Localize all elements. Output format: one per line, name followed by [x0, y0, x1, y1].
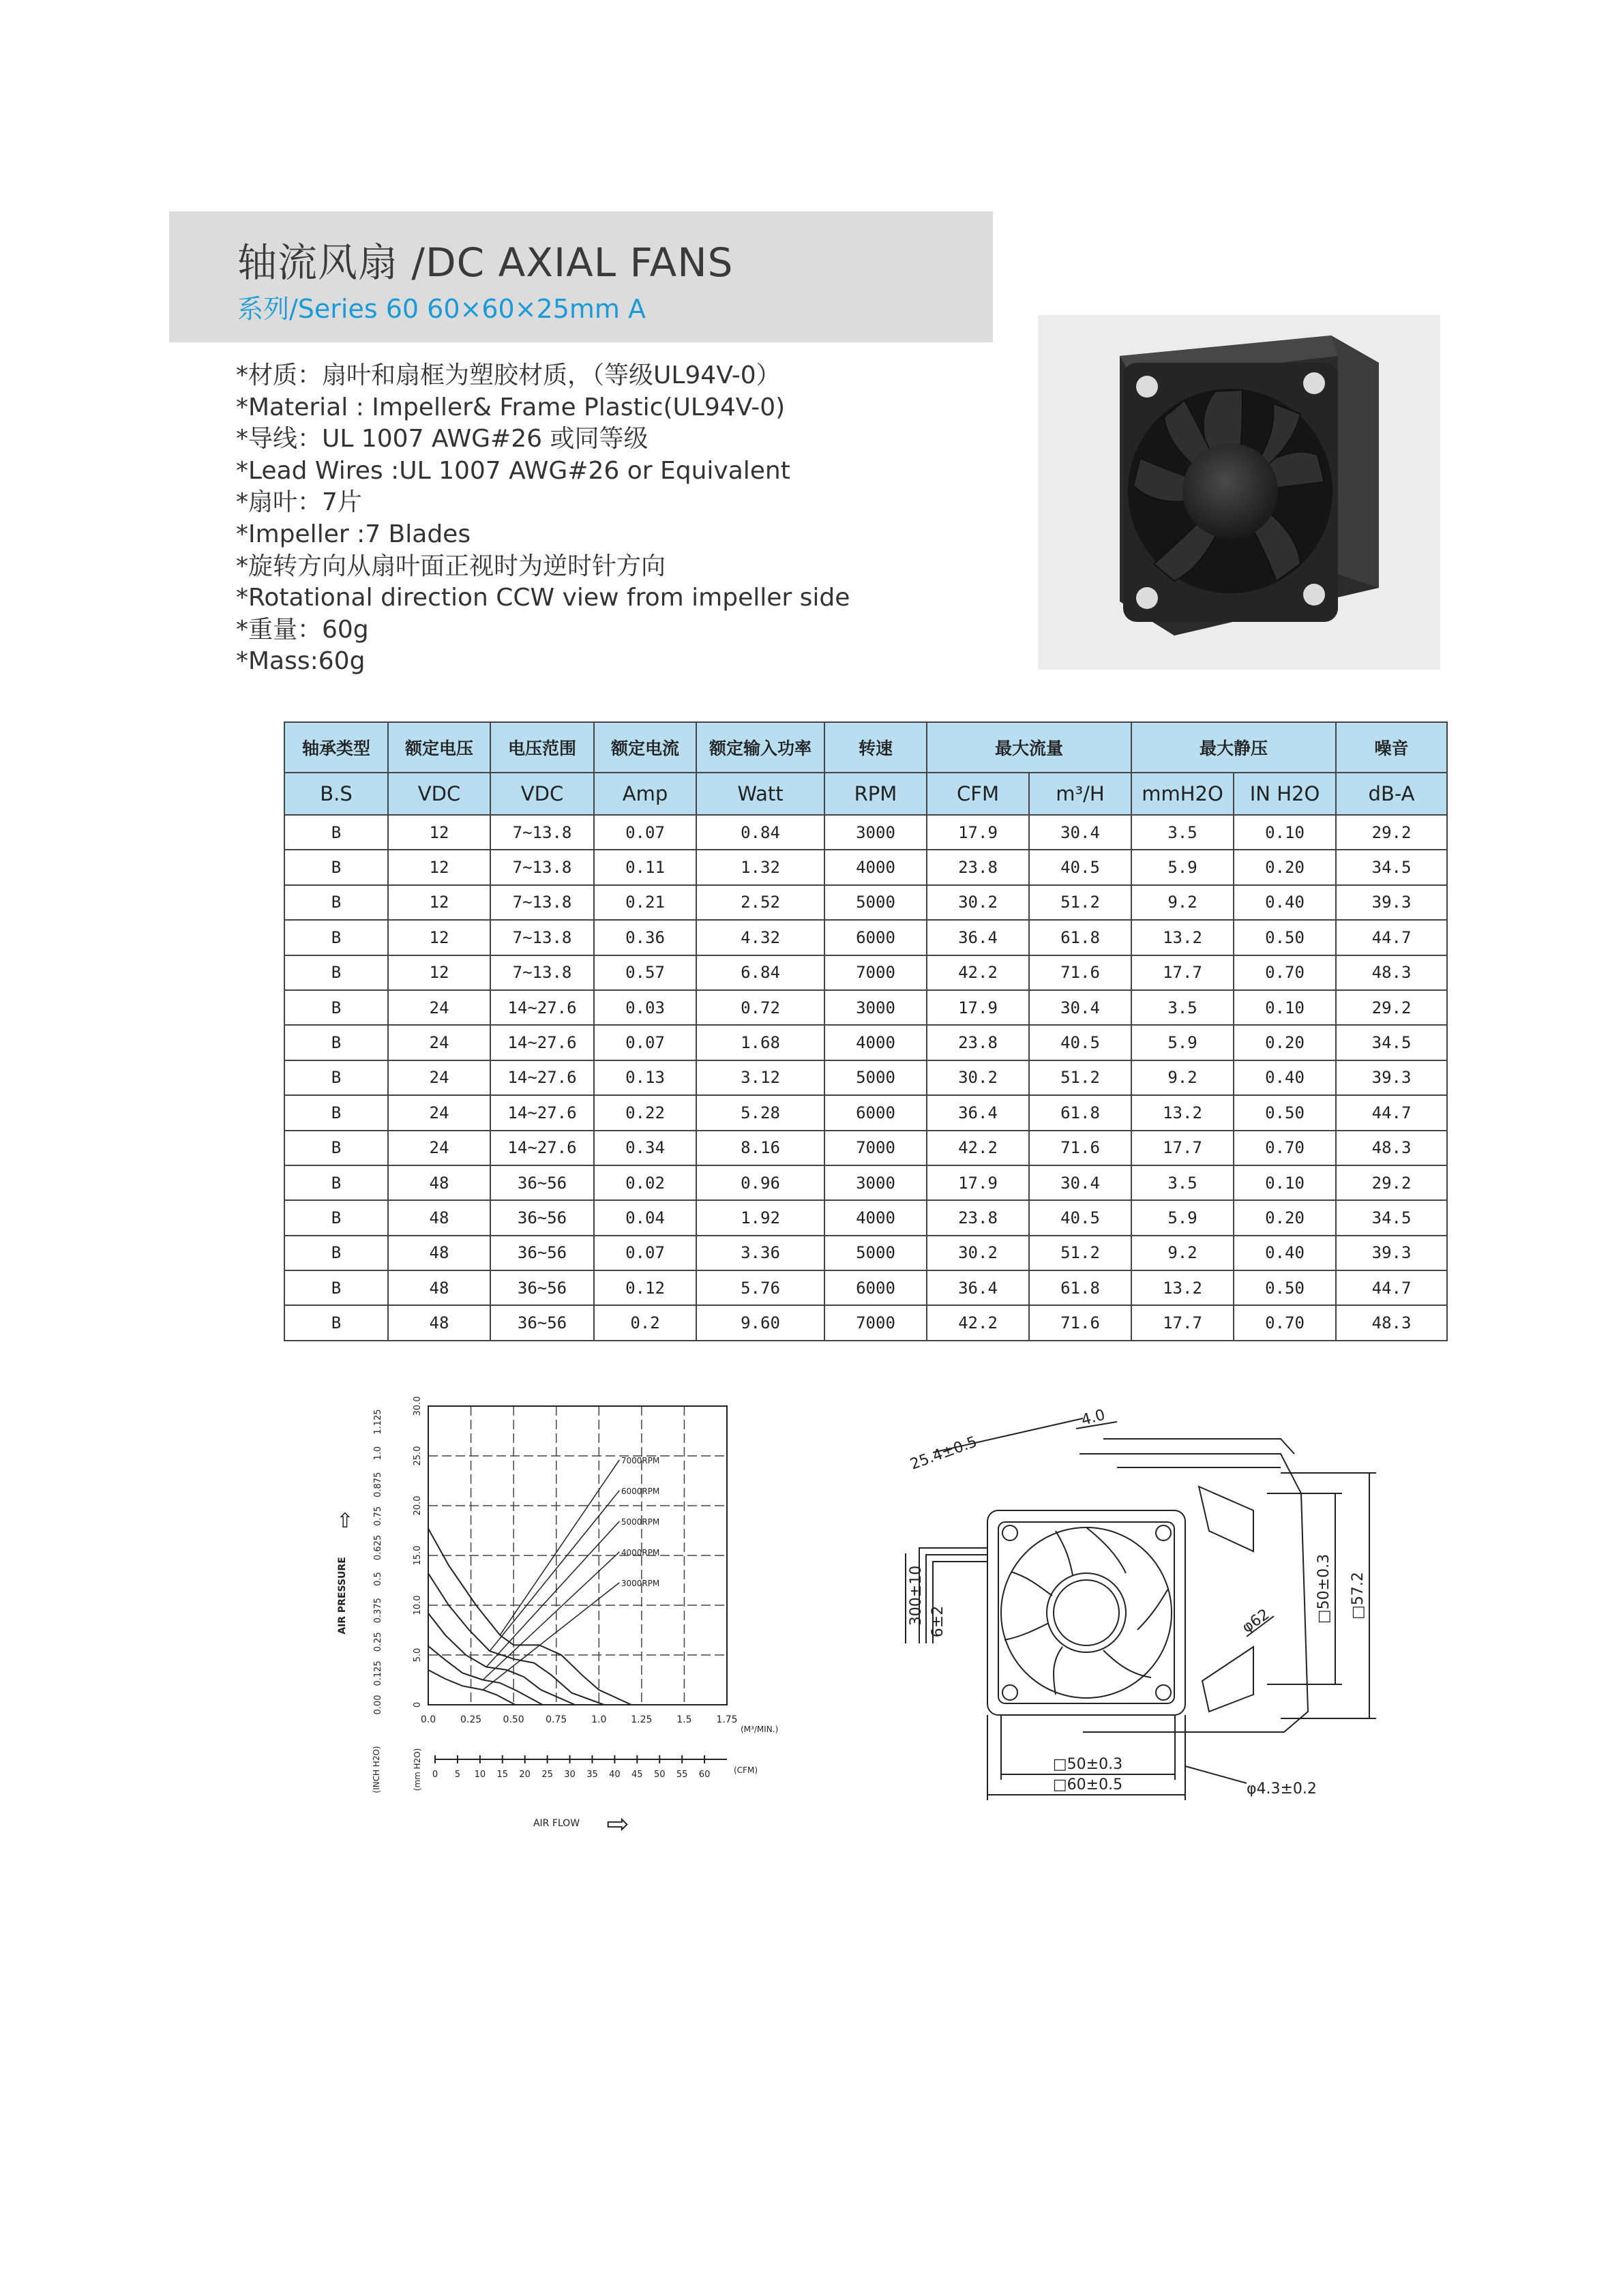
table-cell: 36~56	[490, 1165, 594, 1200]
table-cell: 34.5	[1336, 850, 1447, 884]
table-cell: B	[284, 1236, 388, 1270]
table-cell: 4.32	[696, 920, 824, 955]
table-row	[284, 990, 1447, 1025]
table-cell: 51.2	[1029, 885, 1131, 920]
table-cell: 7000	[824, 1305, 927, 1340]
unit-cfm: CFM	[927, 773, 1029, 815]
table-cell: 7~13.8	[490, 850, 594, 884]
series-label: 5000RPM	[621, 1517, 660, 1527]
table-cell: 30.4	[1029, 990, 1131, 1025]
table-row	[284, 1270, 1447, 1305]
x-m3-tick: 0.75	[546, 1714, 567, 1725]
table-cell: 4000	[824, 1200, 927, 1235]
table-cell: 40.5	[1029, 1025, 1131, 1060]
x-cfm-tick: 50	[653, 1770, 666, 1780]
table-cell: 0.84	[696, 815, 824, 850]
dim-wire-strip: 6±2	[929, 1605, 947, 1638]
table-cell: 40.5	[1029, 1200, 1131, 1235]
table-cell: 6000	[824, 1270, 927, 1305]
table-cell: 3.12	[696, 1060, 824, 1095]
header-rated-power: 额定输入功率	[696, 722, 824, 773]
spec-material-en: *Material : Impeller& Frame Plastic(UL94V-0)	[236, 393, 786, 421]
table-cell: 23.8	[927, 1200, 1029, 1235]
unit-bs: B.S	[284, 773, 388, 815]
table-cell: 0.40	[1234, 1236, 1336, 1270]
unit-dba: dB-A	[1336, 773, 1447, 815]
table-cell: 4000	[824, 850, 927, 884]
spec-mass-en: *Mass:60g	[236, 647, 366, 676]
fan-front-frame	[987, 1510, 1185, 1715]
table-cell: 9.2	[1131, 1236, 1234, 1270]
pq-chart-svg	[331, 1391, 779, 1855]
spec-mass-zh: *重量：60g	[236, 615, 369, 644]
table-cell: 14~27.6	[490, 990, 594, 1025]
table-row	[284, 1305, 1447, 1340]
dim-hole-diameter: φ4.3±0.2	[1247, 1780, 1317, 1798]
table-cell: 48	[388, 1236, 490, 1270]
spec-wires-zh: *导线：UL 1007 AWG#26 或同等级	[236, 425, 649, 453]
table-cell: 6000	[824, 920, 927, 955]
table-cell: 71.6	[1029, 1131, 1131, 1165]
spec-blades-en: *Impeller :7 Blades	[236, 520, 471, 548]
y-mm-tick: 20.0	[413, 1495, 423, 1516]
table-cell: 7~13.8	[490, 815, 594, 850]
header-voltage-range: 电压范围	[490, 722, 594, 773]
y-inch-tick: 0.5	[373, 1572, 383, 1586]
table-cell: 30.2	[927, 1236, 1029, 1270]
table-cell: B	[284, 1305, 388, 1340]
table-cell: 8.16	[696, 1131, 824, 1165]
table-cell: 14~27.6	[490, 1025, 594, 1060]
table-cell: 34.5	[1336, 1200, 1447, 1235]
table-cell: 12	[388, 920, 490, 955]
table-cell: 17.9	[927, 990, 1029, 1025]
table-cell: 42.2	[927, 1305, 1029, 1340]
x-m3-tick: 1.75	[716, 1714, 738, 1725]
table-cell: 0.20	[1234, 1025, 1336, 1060]
table-cell: 24	[388, 1131, 490, 1165]
x-cfm-tick: 25	[541, 1770, 553, 1780]
table-cell: 13.2	[1131, 1095, 1234, 1130]
fan-blade-circle	[1001, 1527, 1172, 1698]
table-cell: 36.4	[927, 920, 1029, 955]
table-cell: 7~13.8	[490, 920, 594, 955]
table-cell: 44.7	[1336, 920, 1447, 955]
spec-material-zh: *材质：扇叶和扇框为塑胶材质，（等级UL94V-0）	[236, 361, 781, 389]
dim-offset: 4.0	[1079, 1406, 1107, 1429]
table-cell: 0.96	[696, 1165, 824, 1200]
table-row	[284, 955, 1447, 990]
x-m3-tick: 1.25	[631, 1714, 653, 1725]
table-cell: 29.2	[1336, 1165, 1447, 1200]
table-row	[284, 1200, 1447, 1235]
table-cell: 0.50	[1234, 1270, 1336, 1305]
table-cell: 0.70	[1234, 1305, 1336, 1340]
dim-side-size: □57.2	[1350, 1572, 1367, 1620]
x-cfm-tick: 5	[454, 1770, 461, 1780]
y-mm-tick: 25.0	[413, 1446, 423, 1466]
table-cell: 3.5	[1131, 815, 1234, 850]
header-rated-voltage: 额定电压	[388, 722, 490, 773]
table-cell: 3000	[824, 1165, 927, 1200]
header-max-static-pressure: 最大静压	[1131, 722, 1336, 773]
table-cell: 24	[388, 1025, 490, 1060]
y-mm-tick: 10.0	[413, 1595, 423, 1615]
y-inch-tick: 0.75	[373, 1506, 383, 1526]
series-label: 7000RPM	[621, 1455, 660, 1465]
x-m3-tick: 0.0	[420, 1714, 436, 1725]
table-cell: 39.3	[1336, 1060, 1447, 1095]
table-cell: 12	[388, 955, 490, 990]
x-m3-tick: 0.50	[503, 1714, 524, 1725]
table-cell: 24	[388, 1060, 490, 1095]
table-cell: B	[284, 1270, 388, 1305]
table-cell: 1.32	[696, 850, 824, 884]
x-cfm-tick: 15	[496, 1770, 509, 1780]
table-cell: 0.34	[594, 1131, 696, 1165]
table-cell: 0.40	[1234, 885, 1336, 920]
header-speed: 转速	[824, 722, 927, 773]
table-cell: 6.84	[696, 955, 824, 990]
table-row	[284, 1236, 1447, 1270]
table-cell: 0.04	[594, 1200, 696, 1235]
table-row	[284, 850, 1447, 884]
table-cell: 13.2	[1131, 1270, 1234, 1305]
table-cell: 5.76	[696, 1270, 824, 1305]
dim-hole-spacing: □50±0.3	[1052, 1756, 1123, 1773]
dim-side-hole-spacing: □50±0.3	[1315, 1553, 1332, 1624]
table-cell: B	[284, 1200, 388, 1235]
x-m3-tick: 1.5	[676, 1714, 692, 1725]
y-inch-tick: 1.125	[373, 1409, 383, 1435]
table-row	[284, 920, 1447, 955]
table-row	[284, 815, 1447, 850]
table-cell: 36~56	[490, 1236, 594, 1270]
x-cfm-tick: 0	[432, 1770, 438, 1780]
table-cell: 42.2	[927, 1131, 1029, 1165]
dim-width-lead: 25.4±0.5	[908, 1433, 980, 1474]
header-bearing: 轴承类型	[284, 722, 388, 773]
table-cell: 0.70	[1234, 1131, 1336, 1165]
y-mm-tick: 5.0	[413, 1648, 423, 1663]
table-cell: 48.3	[1336, 955, 1447, 990]
unit-watt: Watt	[696, 773, 824, 815]
table-cell: 0.10	[1234, 815, 1336, 850]
table-cell: B	[284, 1025, 388, 1060]
table-cell: 48	[388, 1305, 490, 1340]
table-cell: 9.2	[1131, 885, 1234, 920]
table-cell: B	[284, 1095, 388, 1130]
fan-side-frame	[1079, 1454, 1308, 1732]
fan-photo-illustration	[1038, 315, 1440, 670]
header-banner	[169, 211, 993, 342]
unit-mmh2o: mmH2O	[1131, 773, 1234, 815]
x-cfm-tick: 45	[631, 1770, 643, 1780]
table-cell: 14~27.6	[490, 1131, 594, 1165]
right-arrow-icon: ⇨	[606, 1808, 629, 1840]
table-row	[284, 885, 1447, 920]
table-cell: 6000	[824, 1095, 927, 1130]
table-cell: 0.36	[594, 920, 696, 955]
table-cell: 0.20	[1234, 850, 1336, 884]
table-cell: 0.07	[594, 1025, 696, 1060]
series-label: 6000RPM	[621, 1486, 660, 1496]
table-cell: 39.3	[1336, 1236, 1447, 1270]
x-cfm-unit: (CFM)	[734, 1765, 758, 1775]
y-mm-tick: 15.0	[413, 1545, 423, 1566]
y-inch-tick: 0.375	[373, 1598, 383, 1624]
x-cfm-tick: 30	[564, 1770, 576, 1780]
table-cell: 0.10	[1234, 990, 1336, 1025]
y-inch-tick: 0.875	[373, 1472, 383, 1497]
x-cfm-tick: 40	[609, 1770, 621, 1780]
table-cell: 48	[388, 1270, 490, 1305]
spec-rotation-zh: *旋转方向从扇叶面正视时为逆时针方向	[236, 552, 666, 580]
pq-chart	[331, 1391, 779, 1855]
table-cell: 51.2	[1029, 1060, 1131, 1095]
table-cell: B	[284, 1060, 388, 1095]
dim-blade-diameter: φ62	[1239, 1606, 1273, 1637]
fan-photo	[1038, 315, 1440, 670]
table-cell: 5000	[824, 885, 927, 920]
fan-hub	[1047, 1573, 1126, 1652]
table-cell: 12	[388, 850, 490, 884]
header-max-airflow: 最大流量	[927, 722, 1131, 773]
table-cell: 17.7	[1131, 1305, 1234, 1340]
table-cell: 71.6	[1029, 1305, 1131, 1340]
dim-frame-size: □60±0.5	[1052, 1776, 1123, 1793]
y-inch-tick: 0.25	[373, 1632, 383, 1652]
unit-rpm: RPM	[824, 773, 927, 815]
header-noise: 噪音	[1336, 722, 1447, 773]
table-cell: 3.36	[696, 1236, 824, 1270]
spec-table	[284, 721, 1448, 1341]
table-cell: 1.92	[696, 1200, 824, 1235]
table-cell: 23.8	[927, 850, 1029, 884]
y-inch-tick: 0.00	[373, 1695, 383, 1715]
table-cell: 36.4	[927, 1095, 1029, 1130]
table-cell: 12	[388, 885, 490, 920]
table-cell: 0.02	[594, 1165, 696, 1200]
table-cell: 12	[388, 815, 490, 850]
table-body	[284, 815, 1447, 1341]
table-cell: 0.03	[594, 990, 696, 1025]
spec-table-wrapper	[284, 721, 1446, 1341]
table-cell: 13.2	[1131, 920, 1234, 955]
x-axis-title: AIR FLOW	[533, 1818, 580, 1829]
x-cfm-tick: 55	[676, 1770, 688, 1780]
table-cell: 9.2	[1131, 1060, 1234, 1095]
x-cfm-tick: 20	[519, 1770, 531, 1780]
series-leader-line	[500, 1460, 619, 1635]
x-cfm-tick: 35	[586, 1770, 598, 1780]
table-cell: 5000	[824, 1236, 927, 1270]
table-cell: 61.8	[1029, 1270, 1131, 1305]
table-cell: 29.2	[1336, 990, 1447, 1025]
page-title: 轴流风扇 /DC AXIAL FANS	[237, 239, 734, 286]
y-axis-title: AIR PRESSURE	[337, 1557, 348, 1635]
table-header-zh	[284, 722, 1447, 773]
table-cell: 24	[388, 1095, 490, 1130]
table-cell: 3000	[824, 815, 927, 850]
table-cell: 7~13.8	[490, 955, 594, 990]
table-cell: 0.13	[594, 1060, 696, 1095]
table-cell: 1.68	[696, 1025, 824, 1060]
table-cell: 0.72	[696, 990, 824, 1025]
table-row	[284, 1025, 1447, 1060]
unit-amp: Amp	[594, 773, 696, 815]
table-cell: 0.07	[594, 1236, 696, 1270]
up-arrow-icon: ⇧	[336, 1509, 354, 1533]
spec-blades-zh: *扇叶：7片	[236, 488, 362, 517]
table-cell: 48	[388, 1200, 490, 1235]
table-cell: 5.28	[696, 1095, 824, 1130]
table-cell: B	[284, 850, 388, 884]
table-cell: 0.21	[594, 885, 696, 920]
table-cell: 17.7	[1131, 955, 1234, 990]
unit-inh2o: IN H2O	[1234, 773, 1336, 815]
x-m3-unit: (M³/MIN.)	[741, 1725, 779, 1734]
table-cell: 0.70	[1234, 955, 1336, 990]
table-cell: 9.60	[696, 1305, 824, 1340]
table-cell: 17.9	[927, 1165, 1029, 1200]
series-label: 3000RPM	[621, 1578, 660, 1588]
table-cell: B	[284, 920, 388, 955]
series-label: 4000RPM	[621, 1547, 660, 1557]
y-inch-tick: 0.625	[373, 1534, 383, 1561]
table-cell: 7000	[824, 955, 927, 990]
y-mm-unit: (mm H2O)	[413, 1748, 422, 1791]
dim-wire-length: 300±10	[908, 1565, 925, 1626]
table-cell: 5.9	[1131, 1025, 1234, 1060]
y-mm-tick: 30.0	[413, 1396, 423, 1416]
table-cell: 17.7	[1131, 1131, 1234, 1165]
table-row	[284, 1131, 1447, 1165]
table-row	[284, 1095, 1447, 1130]
table-cell: B	[284, 1165, 388, 1200]
table-cell: 17.9	[927, 815, 1029, 850]
x-cfm-tick: 10	[474, 1770, 486, 1780]
table-cell: 30.2	[927, 885, 1029, 920]
table-cell: 0.22	[594, 1095, 696, 1130]
table-cell: 4000	[824, 1025, 927, 1060]
table-cell: 30.4	[1029, 815, 1131, 850]
table-cell: 61.8	[1029, 920, 1131, 955]
table-cell: 30.4	[1029, 1165, 1131, 1200]
table-cell: 40.5	[1029, 850, 1131, 884]
table-cell: 61.8	[1029, 1095, 1131, 1130]
table-cell: 5000	[824, 1060, 927, 1095]
table-cell: 36~56	[490, 1305, 594, 1340]
table-cell: 24	[388, 990, 490, 1025]
table-cell: 0.11	[594, 850, 696, 884]
table-cell: 0.57	[594, 955, 696, 990]
table-cell: B	[284, 990, 388, 1025]
table-cell: 7000	[824, 1131, 927, 1165]
spec-rotation-en: *Rotational direction CCW view from impeller side	[236, 584, 850, 612]
table-cell: 48.3	[1336, 1305, 1447, 1340]
table-cell: 5.9	[1131, 1200, 1234, 1235]
table-cell: 14~27.6	[490, 1095, 594, 1130]
x-m3-tick: 0.25	[460, 1714, 482, 1725]
y-inch-unit: (INCH H2O)	[372, 1746, 381, 1793]
x-cfm-tick: 60	[698, 1770, 711, 1780]
table-cell: 44.7	[1336, 1270, 1447, 1305]
header-rated-current: 额定电流	[594, 722, 696, 773]
unit-vdc-range: VDC	[490, 773, 594, 815]
table-cell: 0.10	[1234, 1165, 1336, 1200]
table-cell: 30.2	[927, 1060, 1029, 1095]
table-cell: B	[284, 815, 388, 850]
table-cell: 36~56	[490, 1200, 594, 1235]
y-mm-tick: 0	[413, 1701, 423, 1708]
table-cell: 29.2	[1336, 815, 1447, 850]
table-cell: 34.5	[1336, 1025, 1447, 1060]
table-row	[284, 1165, 1447, 1200]
pq-curve-series	[428, 1573, 604, 1705]
table-cell: B	[284, 1131, 388, 1165]
unit-vdc: VDC	[388, 773, 490, 815]
table-cell: 2.52	[696, 885, 824, 920]
table-cell: 36.4	[927, 1270, 1029, 1305]
spec-wires-en: *Lead Wires :UL 1007 AWG#26 or Equivalent	[236, 456, 790, 485]
dimension-drawing	[899, 1406, 1390, 1834]
table-cell: 5.9	[1131, 850, 1234, 884]
table-cell: 3.5	[1131, 1165, 1234, 1200]
table-cell: 39.3	[1336, 885, 1447, 920]
series-subtitle: 系列/Series 60 60×60×25mm A	[237, 294, 646, 324]
table-cell: 0.2	[594, 1305, 696, 1340]
table-row	[284, 1060, 1447, 1095]
table-cell: 51.2	[1029, 1236, 1131, 1270]
table-cell: 0.20	[1234, 1200, 1336, 1235]
pq-curve-series	[428, 1613, 575, 1705]
table-header-en	[284, 773, 1447, 815]
table-cell: 23.8	[927, 1025, 1029, 1060]
table-cell: 44.7	[1336, 1095, 1447, 1130]
table-cell: 3.5	[1131, 990, 1234, 1025]
table-cell: 71.6	[1029, 955, 1131, 990]
spec-list	[236, 360, 1020, 678]
table-cell: 0.12	[594, 1270, 696, 1305]
table-cell: 14~27.6	[490, 1060, 594, 1095]
unit-m3h: m³/H	[1029, 773, 1131, 815]
table-cell: 48	[388, 1165, 490, 1200]
table-cell: 48.3	[1336, 1131, 1447, 1165]
x-m3-tick: 1.0	[591, 1714, 607, 1725]
y-inch-tick: 1.0	[373, 1446, 383, 1461]
table-cell: B	[284, 955, 388, 990]
y-inch-tick: 0.125	[373, 1660, 383, 1686]
dimension-drawing-svg	[899, 1406, 1390, 1834]
table-cell: B	[284, 885, 388, 920]
table-cell: 36~56	[490, 1270, 594, 1305]
table-cell: 7~13.8	[490, 885, 594, 920]
series-leader-line	[486, 1521, 619, 1667]
table-cell: 42.2	[927, 955, 1029, 990]
table-cell: 0.50	[1234, 1095, 1336, 1130]
table-cell: 3000	[824, 990, 927, 1025]
table-cell: 0.50	[1234, 920, 1336, 955]
table-cell: 0.40	[1234, 1060, 1336, 1095]
table-cell: 0.07	[594, 815, 696, 850]
